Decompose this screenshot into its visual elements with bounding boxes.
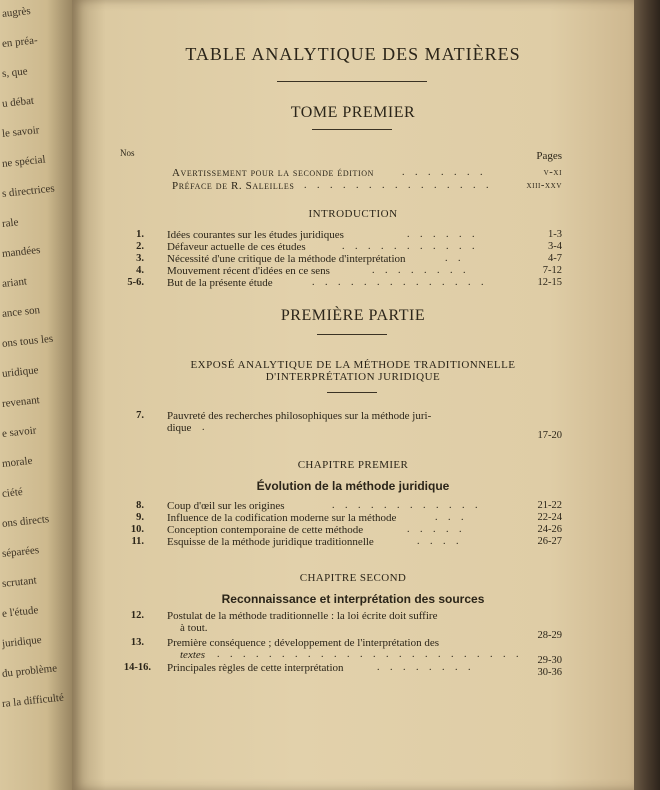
entry-number: 10. bbox=[130, 524, 144, 535]
entry-text: Conception contemporaine de cette méthode bbox=[167, 524, 364, 536]
leader-dots: . . . . bbox=[417, 536, 463, 547]
leader-dots: . . . bbox=[435, 512, 468, 523]
entry-pages: 24-26 bbox=[537, 524, 562, 535]
title-rule bbox=[277, 81, 427, 82]
part-subtitle-line1: EXPOSÉ ANALYTIQUE DE LA MÉTHODE TRADITIONNELLE bbox=[190, 359, 516, 371]
entry-number: 4. bbox=[136, 265, 144, 276]
leader-dots: . . . . . . . . . . . bbox=[342, 241, 479, 252]
leader-dots: . . . . . . bbox=[407, 229, 479, 240]
entry-number: 14-16. bbox=[123, 662, 151, 673]
entry-text: Influence de la codification moderne sur la méthode bbox=[167, 512, 397, 524]
left-page-text-line: ons tous les bbox=[1, 332, 54, 350]
part-subtitle-line2: D'INTERPRÉTATION JURIDIQUE bbox=[265, 371, 441, 383]
entry-number: 1. bbox=[136, 229, 144, 240]
part-heading: PREMIÈRE PARTIE bbox=[280, 307, 426, 324]
left-page-text-line: ne spécial bbox=[1, 153, 47, 170]
front-matter-label: Préface de R. Saleilles bbox=[172, 180, 295, 192]
left-page-text-line: ons directs bbox=[1, 513, 50, 530]
entry-text: à tout. bbox=[180, 622, 208, 634]
tome-rule bbox=[312, 129, 392, 130]
entry-pages: 4-7 bbox=[548, 253, 562, 264]
entry-text: Coup d'œil sur les origines bbox=[167, 500, 285, 512]
left-page-text-line: e l'étude bbox=[1, 604, 39, 620]
entry-text: Nécessité d'une critique de la méthode d'interprétation bbox=[167, 253, 406, 265]
entry-pages: 17-20 bbox=[537, 430, 562, 441]
entry-pages: 7-12 bbox=[542, 265, 562, 276]
toc-entry bbox=[72, 536, 634, 549]
page-title: TABLE ANALYTIQUE DES MATIÈRES bbox=[185, 44, 521, 64]
front-matter-pages: v-xi bbox=[543, 167, 562, 178]
entry-pages: 26-27 bbox=[537, 536, 562, 547]
entry-number: 2. bbox=[136, 241, 144, 252]
left-page-text-line: s directrices bbox=[1, 182, 56, 200]
entry-text: Postulat de la méthode traditionnelle : la loi écrite doit suffire bbox=[167, 610, 438, 622]
toc-entry-pages bbox=[72, 430, 634, 443]
leader-dots: . . . . . . . . bbox=[377, 662, 475, 673]
leader-dots: . bbox=[202, 422, 209, 433]
left-page-text-line: u débat bbox=[1, 94, 35, 110]
left-page-text-line: e savoir bbox=[1, 424, 37, 440]
leader-dots: . . . . . bbox=[407, 524, 466, 535]
left-page-text-line: s, que bbox=[1, 65, 29, 80]
tome-heading: TOME PREMIER bbox=[290, 104, 416, 121]
entry-text: Première conséquence ; développement de l'interprétation des bbox=[167, 637, 439, 649]
leader-dots: . . bbox=[445, 253, 465, 264]
entry-number: 5-6. bbox=[127, 277, 144, 288]
chapter-title: Évolution de la méthode juridique bbox=[256, 479, 450, 493]
entry-text: Mouvement récent d'idées en ce sens bbox=[167, 265, 330, 277]
book-binding-edge bbox=[634, 0, 660, 790]
chapter-label: CHAPITRE SECOND bbox=[299, 572, 407, 584]
front-matter-row bbox=[72, 180, 634, 193]
introduction-heading: INTRODUCTION bbox=[308, 208, 398, 220]
leader-dots: . . . . . . . . . . . . bbox=[332, 500, 482, 511]
left-page-text-line: du problème bbox=[1, 662, 58, 680]
entry-pages: 22-24 bbox=[537, 512, 562, 523]
left-page-text-line: ra la difficulté bbox=[1, 691, 65, 710]
entry-pages: 12-15 bbox=[537, 277, 562, 288]
leader-dots: . . . . . . . . bbox=[372, 265, 470, 276]
entry-number: 7. bbox=[136, 410, 144, 421]
left-page-text-line: augrès bbox=[1, 5, 32, 20]
left-page-text-line: en préa- bbox=[1, 34, 39, 50]
entry-text: But de la présente étude bbox=[167, 277, 273, 289]
chapter-label: CHAPITRE PREMIER bbox=[297, 459, 409, 471]
entry-pages: 30-36 bbox=[537, 667, 562, 678]
left-page-text-line: ciété bbox=[1, 485, 24, 500]
left-page-text-line: scrutant bbox=[1, 574, 38, 590]
entry-pages: 3-4 bbox=[548, 241, 562, 252]
entry-number: 12. bbox=[130, 610, 144, 621]
entry-pages: 21-22 bbox=[537, 500, 562, 511]
column-header-nos: Nos bbox=[120, 148, 135, 158]
entry-text: dique bbox=[167, 422, 192, 434]
front-matter-pages: xiii-xxv bbox=[526, 180, 562, 191]
entry-text: textes bbox=[180, 649, 206, 661]
entry-pages: 28-29 bbox=[537, 630, 562, 641]
toc-entry-pages bbox=[72, 667, 634, 680]
entry-number: 11. bbox=[131, 536, 144, 547]
entry-text: Principales règles de cette interprétation bbox=[167, 662, 344, 674]
front-matter-row bbox=[72, 167, 634, 180]
left-page-text-line: le savoir bbox=[1, 124, 40, 140]
toc-entry bbox=[72, 277, 634, 290]
left-facing-page bbox=[0, 0, 78, 790]
entry-text: Défaveur actuelle de ces études bbox=[167, 241, 306, 253]
left-page-text-line: revenant bbox=[1, 394, 41, 410]
left-page-text-line: rale bbox=[1, 216, 20, 230]
table-of-contents-page bbox=[72, 0, 634, 790]
entry-pages: 29-30 bbox=[537, 655, 562, 666]
leader-dots: . . . . . . . bbox=[402, 167, 487, 178]
left-page-text-line: juridique bbox=[1, 633, 43, 650]
left-page-text-line: ance son bbox=[1, 304, 41, 320]
entry-number: 9. bbox=[136, 512, 144, 523]
entry-number: 3. bbox=[136, 253, 144, 264]
leader-dots: . . . . . . . . . . . . . . . . . . . . . . . . bbox=[217, 649, 523, 660]
part-rule bbox=[317, 334, 387, 335]
entry-text: Idées courantes sur les études juridiques bbox=[167, 229, 344, 241]
subtitle-rule bbox=[327, 392, 377, 393]
left-page-text-line: ariant bbox=[1, 275, 28, 290]
left-page-text-line: séparées bbox=[1, 544, 40, 560]
leader-dots: . . . . . . . . . . . . . . bbox=[312, 277, 488, 288]
entry-pages: 1-3 bbox=[548, 229, 562, 240]
entry-number: 8. bbox=[136, 500, 144, 511]
left-page-text-line: mandées bbox=[1, 244, 41, 260]
leader-dots: . . . . . . . . . . . . . . . bbox=[304, 180, 493, 191]
left-page-text-line: uridique bbox=[1, 364, 40, 380]
front-matter-label: Avertissement pour la seconde édition bbox=[172, 167, 374, 179]
column-header-pages: Pages bbox=[536, 150, 562, 162]
chapter-title: Reconnaissance et interprétation des sources bbox=[221, 592, 485, 606]
left-page-text-line: morale bbox=[1, 454, 34, 470]
entry-text: Pauvreté des recherches philosophiques sur la méthode juri- bbox=[167, 410, 432, 422]
entry-number: 13. bbox=[130, 637, 144, 648]
entry-text: Esquisse de la méthode juridique traditionnelle bbox=[167, 536, 374, 548]
